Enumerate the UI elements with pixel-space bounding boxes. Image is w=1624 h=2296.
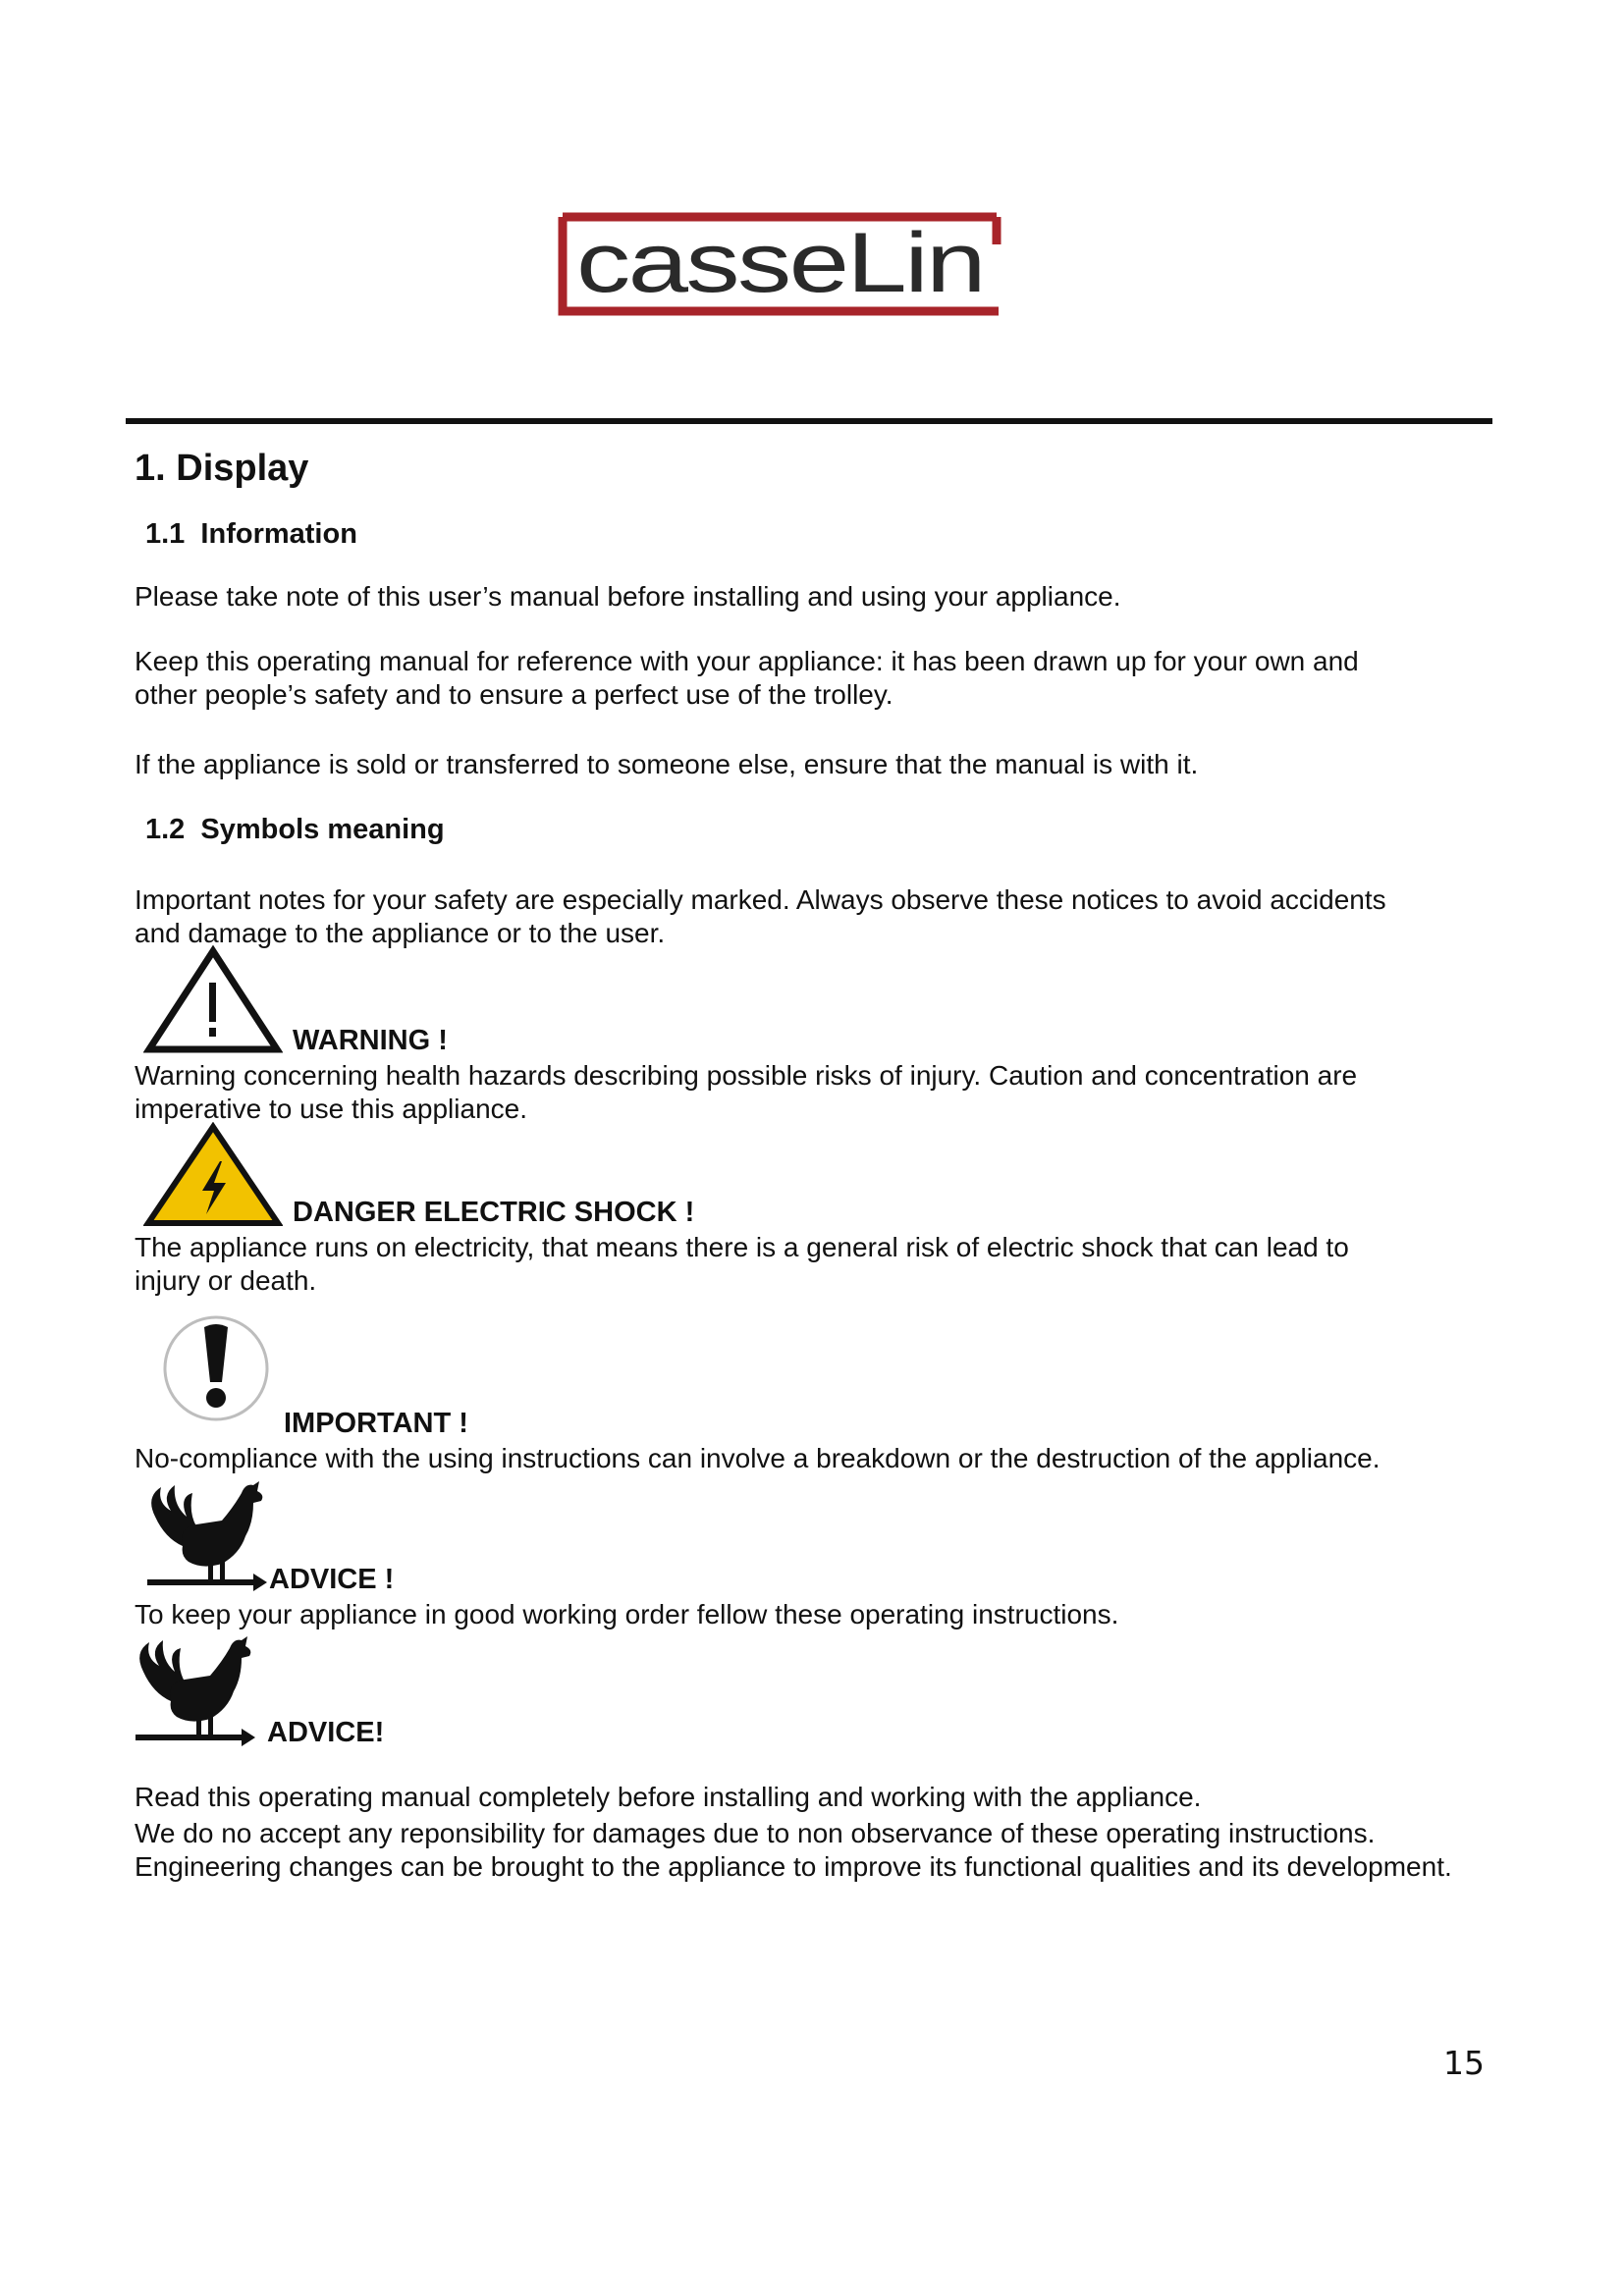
warning-text-line-2: imperative to use this appliance. [135, 1094, 527, 1124]
info-paragraph-3: If the appliance is sold or transferred to someone else, ensure that the manual is with it. [135, 749, 1199, 779]
advice-label-1: ADVICE ! [269, 1564, 395, 1595]
closing-line-1: Read this operating manual completely before installing and working with the appliance. [135, 1782, 1202, 1812]
brand-logo [555, 211, 1006, 317]
page-title-number: 1. [135, 448, 166, 489]
section-information-title: 1.1 Information [145, 518, 357, 550]
page-title [135, 448, 308, 490]
important-text-line-1: No-compliance with the using instructions can involve a breakdown or the destruction of the appliance. [135, 1443, 1380, 1473]
warning-triangle-icon [143, 945, 283, 1055]
info-paragraph-2-line-1: Keep this operating manual for reference with your appliance: it has been drawn up for your own and [135, 646, 1359, 676]
rooster-icon [132, 1632, 259, 1754]
electric-label: DANGER ELECTRIC SHOCK ! [293, 1197, 695, 1228]
advice-text-line-1: To keep your appliance in good working order fellow these operating instructions. [135, 1599, 1119, 1629]
info-paragraph-1: Please take note of this user’s manual before installing and using your appliance. [135, 581, 1121, 612]
important-label: IMPORTANT ! [284, 1408, 468, 1439]
electric-shock-icon [143, 1122, 283, 1228]
logo-frame [555, 211, 1006, 317]
info-paragraph-2-line-2: other people’s safety and to ensure a perfect use of the trolley. [135, 679, 893, 710]
symbols-intro-line-2: and damage to the appliance or to the user. [135, 918, 666, 948]
page-number: 15 [1443, 2044, 1485, 2082]
closing-line-2: We do no accept any reponsibility for damages due to non observance of these operating instructions. [135, 1818, 1376, 1848]
closing-line-3: Engineering changes can be brought to the appliance to improve its functional qualities and its development. [135, 1851, 1452, 1882]
page-title-text: Display [176, 448, 309, 489]
symbols-intro-line-1: Important notes for your safety are especially marked. Always observe these notices to avoid accidents [135, 884, 1386, 915]
advice-label-2: ADVICE! [267, 1717, 385, 1748]
electric-text-line-2: injury or death. [135, 1265, 317, 1296]
header-rule [126, 418, 1492, 424]
rooster-icon [143, 1477, 271, 1599]
exclamation-circle-icon [159, 1313, 273, 1423]
warning-text-line-1: Warning concerning health hazards describing possible risks of injury. Caution and concentration are [135, 1060, 1358, 1091]
electric-text-line-1: The appliance runs on electricity, that means there is a general risk of electric shock that can lead to [135, 1232, 1349, 1262]
section-symbols-title: 1.2 Symbols meaning [145, 814, 445, 845]
warning-label: WARNING ! [293, 1025, 448, 1056]
logo-text: casseLin [576, 216, 984, 310]
